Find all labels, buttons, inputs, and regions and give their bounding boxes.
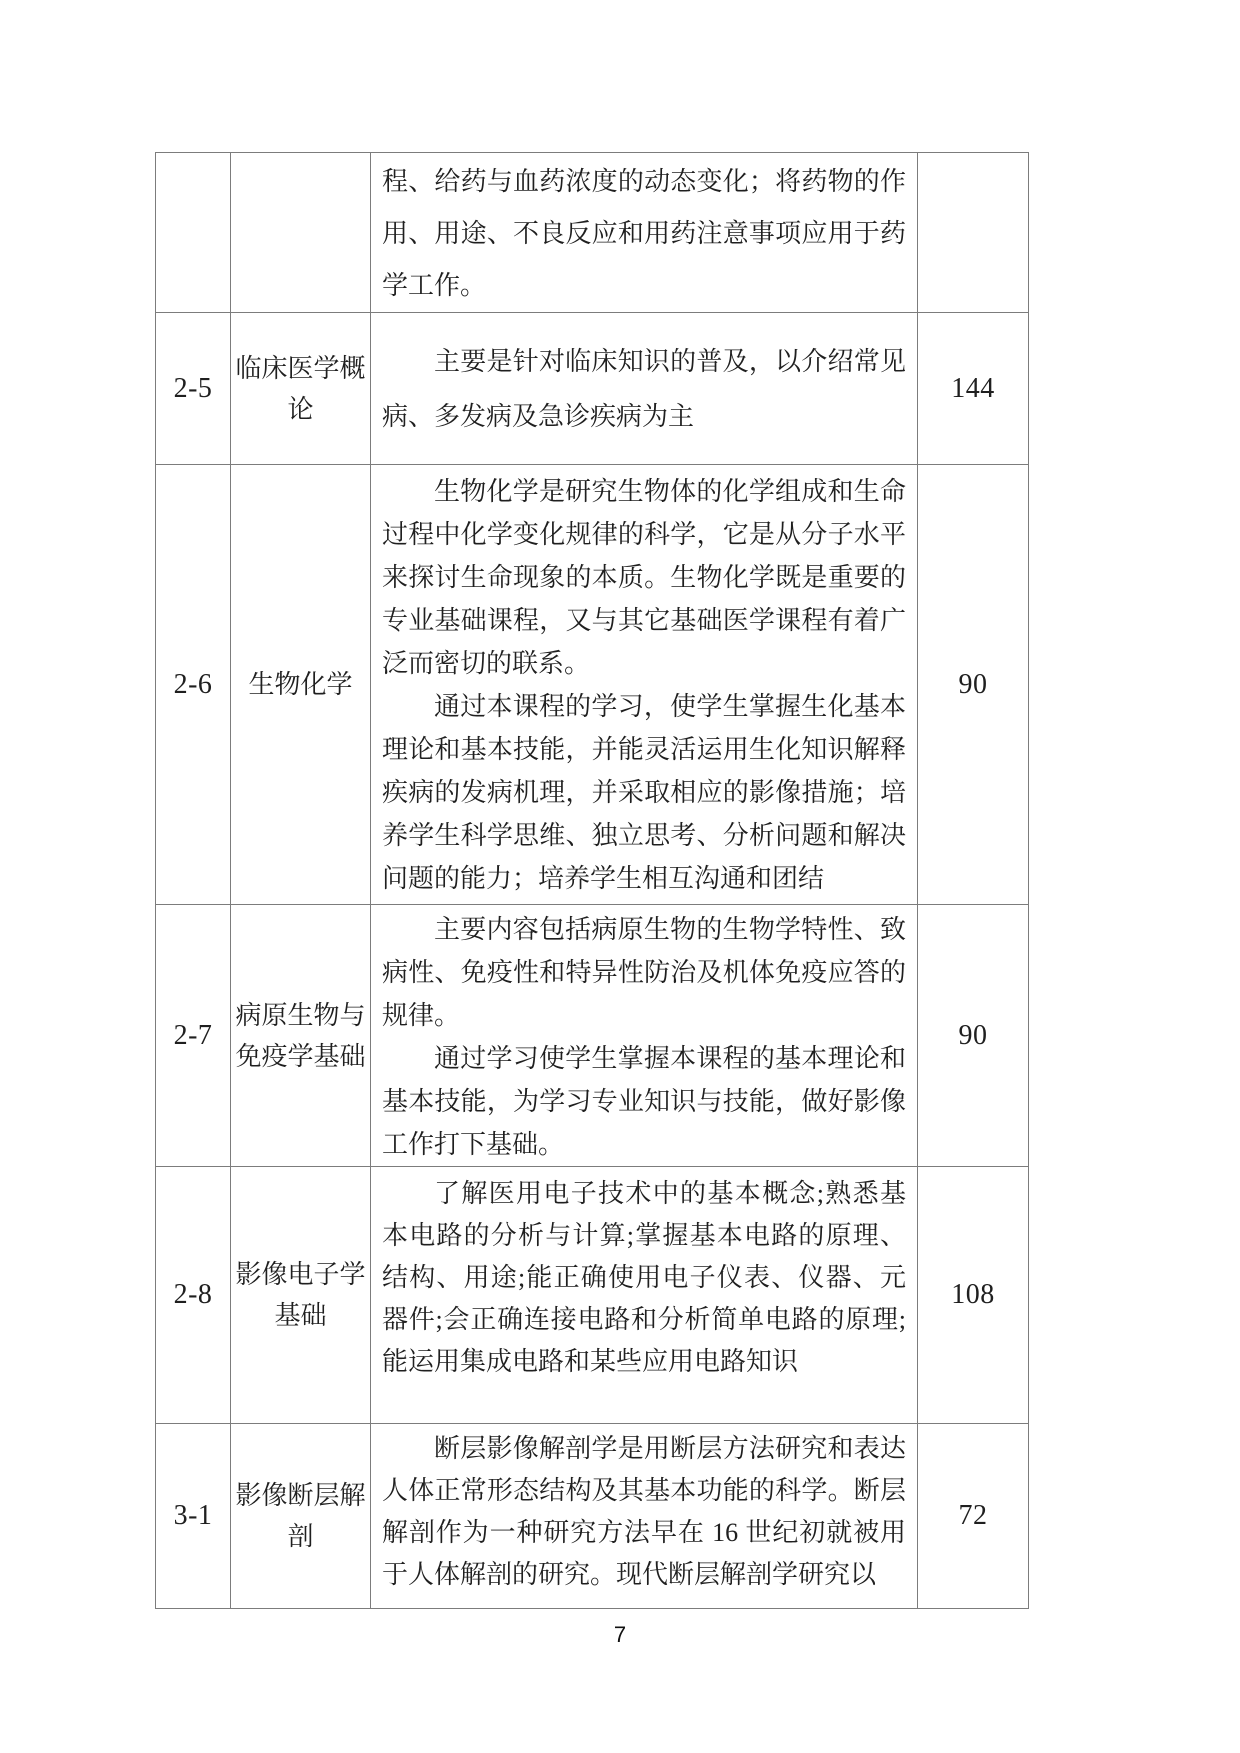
course-name-cell: 临床医学概论 (231, 313, 371, 465)
table-row (156, 905, 1029, 1167)
course-code-cell: 2-8 (156, 1167, 231, 1424)
course-name-cell (231, 153, 371, 313)
course-description-cell (371, 1424, 918, 1609)
table-row (156, 153, 1029, 313)
course-hours-cell (918, 153, 1029, 313)
course-description-cell (371, 1167, 918, 1424)
table-row (156, 465, 1029, 905)
course-hours-cell: 72 (918, 1424, 1029, 1609)
course-code-cell: 2-7 (156, 905, 231, 1167)
course-description-cell (371, 313, 918, 465)
course-description-cell (371, 153, 918, 313)
course-name-cell: 影像电子学基础 (231, 1167, 371, 1424)
course-description-cell (371, 905, 918, 1167)
description-paragraph: 通过本课程的学习，使学生掌握生化基本理论和基本技能，并能灵活运用生化知识解释疾病的发病机理，并采取相应的影像措施；培养学生科学思维、独立思考、分析问题和解决问题的能力；培养学生相互沟通和团结 (382, 692, 906, 893)
course-hours-cell: 108 (918, 1167, 1029, 1424)
page-number: 7 (613, 1622, 627, 1647)
course-hours-cell: 90 (918, 905, 1029, 1167)
table-row (156, 1424, 1029, 1609)
description-paragraph: 主要是针对临床知识的普及，以介绍常见病、多发病及急诊疾病为主 (382, 346, 906, 431)
course-code-cell: 2-5 (156, 313, 231, 465)
course-name-cell: 影像断层解剖 (231, 1424, 371, 1609)
course-hours-cell: 144 (918, 313, 1029, 465)
course-code-cell: 3-1 (156, 1424, 231, 1609)
course-code-cell (156, 153, 231, 313)
description-paragraph: 通过学习使学生掌握本课程的基本理论和基本技能，为学习专业知识与技能，做好影像工作打下基础。 (382, 1044, 906, 1159)
table-row (156, 1167, 1029, 1424)
course-code-cell: 2-6 (156, 465, 231, 905)
course-name-cell: 病原生物与免疫学基础 (231, 905, 371, 1167)
course-description-cell (371, 465, 918, 905)
table-row (156, 313, 1029, 465)
description-paragraph: 了解医用电子技术中的基本概念;熟悉基本电路的分析与计算;掌握基本电路的原理、结构、用途;能正确使用电子仪表、仪器、元器件;会正确连接电路和分析简单电路的原理;能运用集成电路和某些应用电路知识 (382, 1179, 906, 1376)
course-name-cell: 生物化学 (231, 465, 371, 905)
description-paragraph: 程、给药与血药浓度的动态变化；将药物的作用、用途、不良反应和用药注意事项应用于药学工作。 (382, 167, 906, 300)
course-hours-cell: 90 (918, 465, 1029, 905)
description-paragraph: 断层影像解剖学是用断层方法研究和表达人体正常形态结构及其基本功能的科学。断层解剖作为一种研究方法早在 16 世纪初就被用于人体解剖的研究。现代断层解剖学研究以 (382, 1434, 906, 1589)
description-paragraph: 生物化学是研究生物体的化学组成和生命过程中化学变化规律的科学，它是从分子水平来探讨生命现象的本质。生物化学既是重要的专业基础课程，又与其它基础医学课程有着广泛而密切的联系。 (382, 477, 906, 678)
course-table (155, 152, 1029, 1609)
description-paragraph: 主要内容包括病原生物的生物学特性、致病性、免疫性和特异性防治及机体免疫应答的规律。 (382, 915, 906, 1030)
